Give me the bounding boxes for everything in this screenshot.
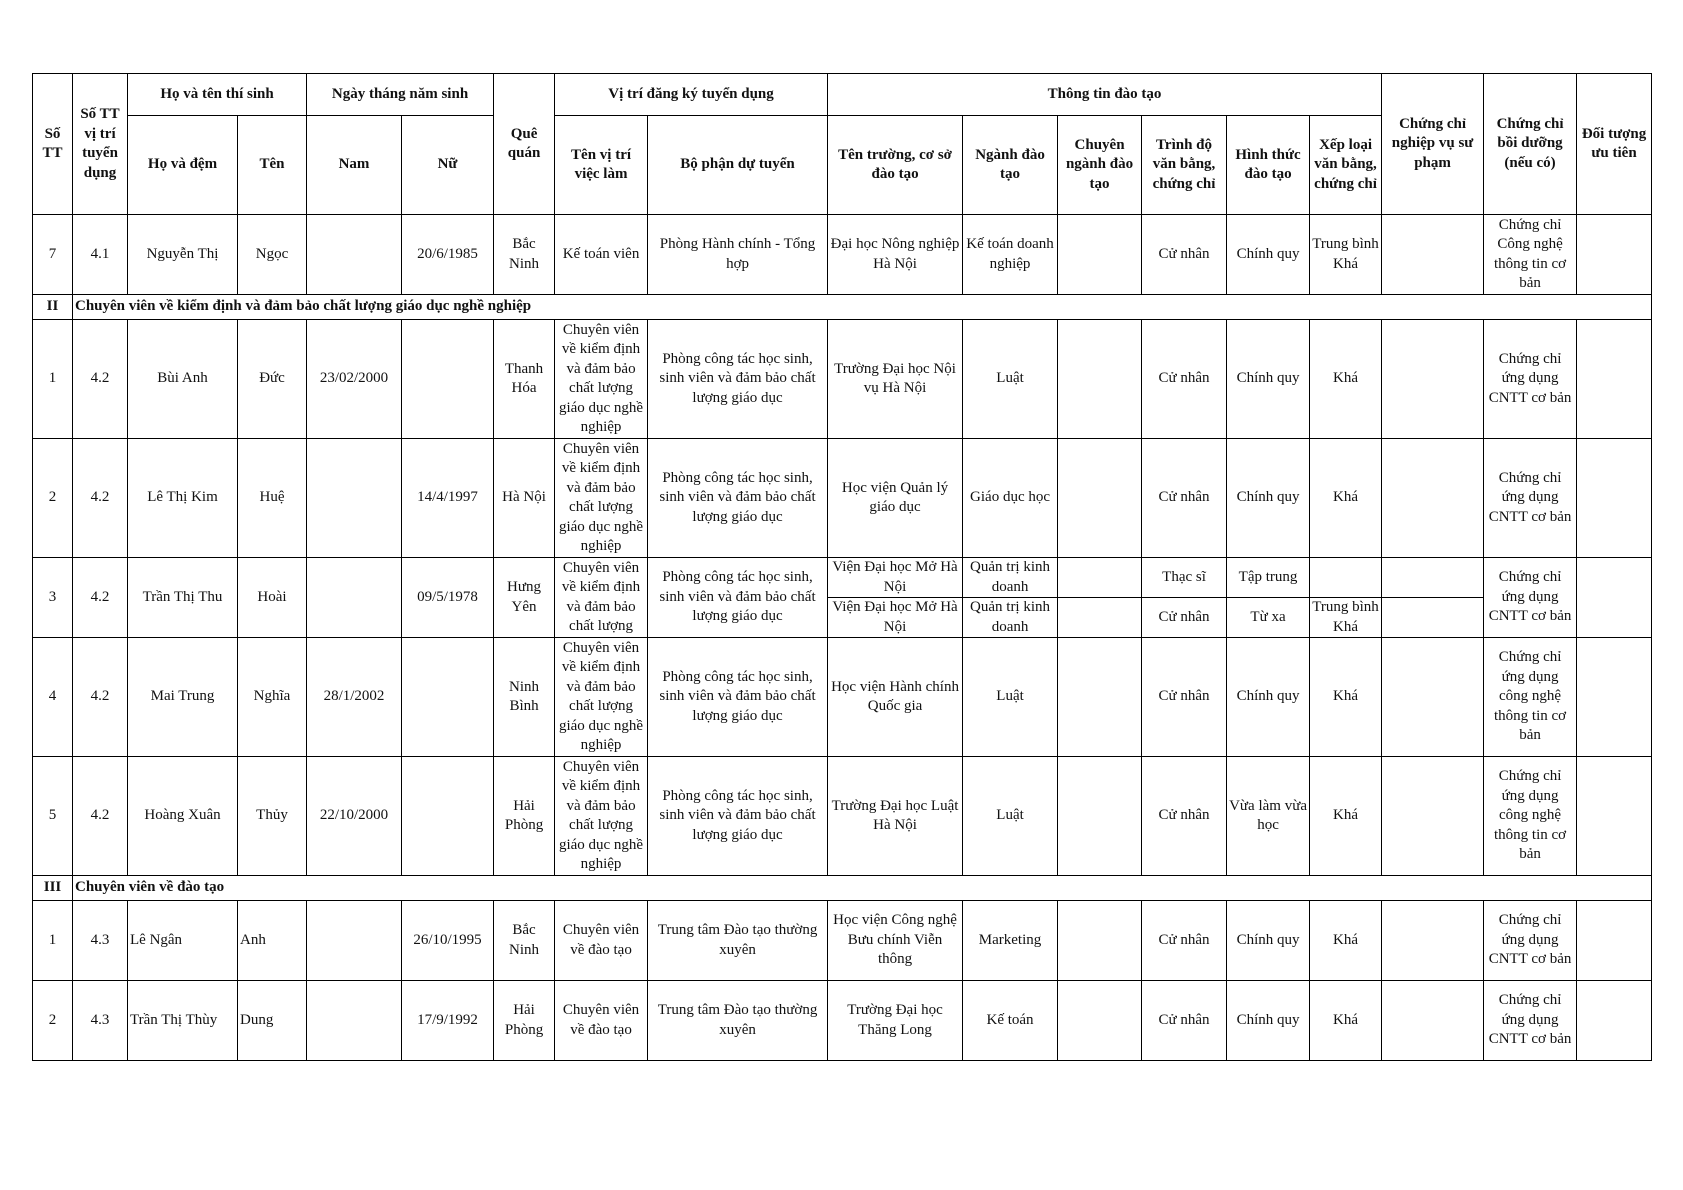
header-doituong: Đối tượng ưu tiên — [1577, 74, 1652, 215]
cell-boiduong: Chứng chỉ Công nghệ thông tin cơ bản — [1484, 215, 1577, 295]
table-row — [33, 981, 1652, 1061]
cell-bophan: Trung tâm Đào tạo thường xuyên — [648, 901, 828, 981]
cell-nganh: Quản trị kinh doanh — [963, 598, 1058, 638]
cell-xeploai: Khá — [1310, 901, 1382, 981]
cell-xeploai: Khá — [1310, 981, 1382, 1061]
cell-bophan: Phòng Hành chính - Tổng hợp — [648, 215, 828, 295]
cell-chuyennganh — [1058, 981, 1142, 1061]
header-xeploai: Xếp loại văn bằng, chứng chỉ — [1310, 116, 1382, 215]
section-title: Chuyên viên về kiểm định và đảm bảo chất lượng giáo dục nghề nghiệp — [73, 295, 1652, 320]
header-hoten: Họ và tên thí sinh — [128, 74, 307, 116]
cell-trinhdo: Cử nhân — [1142, 439, 1227, 558]
cell-xeploai: Khá — [1310, 757, 1382, 876]
cell-tenvitri: Chuyên viên về kiểm định và đảm bảo chất lượng giáo dục nghề nghiệp — [555, 439, 648, 558]
cell-nganh: Luật — [963, 638, 1058, 757]
cell-ten: Hoài — [238, 558, 307, 638]
cell-doituong — [1577, 320, 1652, 439]
cell-que: Hà Nội — [494, 439, 555, 558]
cell-chuyennganh — [1058, 901, 1142, 981]
header-chuyennganh: Chuyên ngành đào tạo — [1058, 116, 1142, 215]
cell-trinhdo: Cử nhân — [1142, 598, 1227, 638]
cell-hinhthuc: Chính quy — [1227, 215, 1310, 295]
cell-nvsp — [1382, 981, 1484, 1061]
cell-boiduong: Chứng chỉ ứng dụng công nghệ thông tin cơ bản — [1484, 638, 1577, 757]
cell-stt: 2 — [33, 981, 73, 1061]
cell-trinhdo: Cử nhân — [1142, 320, 1227, 439]
cell-truong: Trường Đại học Luật Hà Nội — [828, 757, 963, 876]
cell-boiduong: Chứng chỉ ứng dụng CNTT cơ bản — [1484, 981, 1577, 1061]
cell-nam: 22/10/2000 — [307, 757, 402, 876]
cell-hinhthuc: Tập trung — [1227, 558, 1310, 598]
cell-vitri: 4.2 — [73, 757, 128, 876]
section-row — [33, 295, 1652, 320]
cell-nam — [307, 215, 402, 295]
cell-hodem: Bùi Anh — [128, 320, 238, 439]
header-nam: Nam — [307, 116, 402, 215]
header-nu: Nữ — [402, 116, 494, 215]
header-trinhdo: Trình độ văn bằng, chứng chỉ — [1142, 116, 1227, 215]
cell-bophan: Trung tâm Đào tạo thường xuyên — [648, 981, 828, 1061]
cell-hinhthuc: Chính quy — [1227, 320, 1310, 439]
section-title: Chuyên viên về đào tạo — [73, 876, 1652, 901]
cell-nam — [307, 558, 402, 638]
header-ten: Tên — [238, 116, 307, 215]
cell-stt: 5 — [33, 757, 73, 876]
cell-chuyennganh — [1058, 320, 1142, 439]
cell-nvsp — [1382, 757, 1484, 876]
cell-bophan: Phòng công tác học sinh, sinh viên và đảm bảo chất lượng giáo dục — [648, 638, 828, 757]
cell-nvsp — [1382, 598, 1484, 638]
cell-ten: Dung — [238, 981, 307, 1061]
cell-nganh: Marketing — [963, 901, 1058, 981]
cell-hodem: Nguyễn Thị — [128, 215, 238, 295]
cell-vitri: 4.1 — [73, 215, 128, 295]
cell-nganh: Kế toán — [963, 981, 1058, 1061]
cell-vitri: 4.2 — [73, 320, 128, 439]
cell-nvsp — [1382, 320, 1484, 439]
cell-nam: 23/02/2000 — [307, 320, 402, 439]
cell-nvsp — [1382, 638, 1484, 757]
cell-nganh: Quản trị kinh doanh — [963, 558, 1058, 598]
cell-que: Thanh Hóa — [494, 320, 555, 439]
header-chungchi-nvsp: Chứng chỉ nghiệp vụ sư phạm — [1382, 74, 1484, 215]
table-row — [33, 439, 1652, 558]
cell-vitri: 4.2 — [73, 638, 128, 757]
header-chungchi-bd: Chứng chỉ bồi dưỡng (nếu có) — [1484, 74, 1577, 215]
cell-que: Ninh Bình — [494, 638, 555, 757]
cell-hodem: Lê Ngân — [128, 901, 238, 981]
cell-nu: 14/4/1997 — [402, 439, 494, 558]
header-ten-vitri: Tên vị trí việc làm — [555, 116, 648, 215]
cell-tenvitri: Chuyên viên về đào tạo — [555, 901, 648, 981]
cell-stt: 3 — [33, 558, 73, 638]
cell-nu — [402, 638, 494, 757]
cell-hinhthuc: Chính quy — [1227, 901, 1310, 981]
cell-nu: 17/9/1992 — [402, 981, 494, 1061]
cell-ten: Anh — [238, 901, 307, 981]
cell-trinhdo: Cử nhân — [1142, 981, 1227, 1061]
cell-tenvitri: Chuyên viên về kiểm định và đảm bảo chất lượng giáo dục nghề nghiệp — [555, 757, 648, 876]
cell-boiduong: Chứng chỉ ứng dụng CNTT cơ bản — [1484, 558, 1577, 638]
cell-que: Bắc Ninh — [494, 901, 555, 981]
cell-chuyennganh — [1058, 638, 1142, 757]
cell-nvsp — [1382, 901, 1484, 981]
cell-xeploai: Khá — [1310, 320, 1382, 439]
cell-nvsp — [1382, 558, 1484, 598]
header-quequan: Quê quán — [494, 74, 555, 215]
cell-ten: Nghĩa — [238, 638, 307, 757]
cell-que: Bắc Ninh — [494, 215, 555, 295]
section-row — [33, 876, 1652, 901]
cell-vitri: 4.2 — [73, 439, 128, 558]
cell-truong: Học viện Quản lý giáo dục — [828, 439, 963, 558]
cell-bophan: Phòng công tác học sinh, sinh viên và đảm bảo chất lượng giáo dục — [648, 320, 828, 439]
cell-tenvitri: Chuyên viên về kiểm định và đảm bảo chất lượng — [555, 558, 648, 638]
cell-ten: Ngọc — [238, 215, 307, 295]
cell-boiduong: Chứng chỉ ứng dụng CNTT cơ bản — [1484, 901, 1577, 981]
cell-tenvitri: Chuyên viên về đào tạo — [555, 981, 648, 1061]
cell-hinhthuc: Từ xa — [1227, 598, 1310, 638]
cell-nvsp — [1382, 215, 1484, 295]
cell-boiduong: Chứng chỉ ứng dụng CNTT cơ bản — [1484, 439, 1577, 558]
header-stt: Số TT — [33, 74, 73, 215]
cell-nu — [402, 320, 494, 439]
cell-doituong — [1577, 215, 1652, 295]
cell-stt: 1 — [33, 901, 73, 981]
cell-bophan: Phòng công tác học sinh, sinh viên và đảm bảo chất lượng giáo dục — [648, 558, 828, 638]
cell-truong: Trường Đại học Thăng Long — [828, 981, 963, 1061]
header-vitri-group: Vị trí đăng ký tuyển dụng — [555, 74, 828, 116]
cell-boiduong: Chứng chỉ ứng dụng CNTT cơ bản — [1484, 320, 1577, 439]
table-row — [33, 757, 1652, 876]
header-bophan: Bộ phận dự tuyển — [648, 116, 828, 215]
cell-truong: Viện Đại học Mở Hà Nội — [828, 558, 963, 598]
cell-trinhdo: Cử nhân — [1142, 757, 1227, 876]
cell-truong: Trường Đại học Nội vụ Hà Nội — [828, 320, 963, 439]
cell-trinhdo: Cử nhân — [1142, 901, 1227, 981]
cell-chuyennganh — [1058, 757, 1142, 876]
section-number: II — [33, 295, 73, 320]
header-hodem: Họ và đệm — [128, 116, 238, 215]
cell-doituong — [1577, 981, 1652, 1061]
cell-doituong — [1577, 439, 1652, 558]
cell-nam — [307, 439, 402, 558]
cell-doituong — [1577, 901, 1652, 981]
header-truong: Tên trường, cơ sở đào tạo — [828, 116, 963, 215]
cell-nam: 28/1/2002 — [307, 638, 402, 757]
cell-nganh: Giáo dục học — [963, 439, 1058, 558]
cell-trinhdo: Cử nhân — [1142, 215, 1227, 295]
cell-stt: 1 — [33, 320, 73, 439]
cell-nu: 20/6/1985 — [402, 215, 494, 295]
cell-hinhthuc: Chính quy — [1227, 638, 1310, 757]
cell-trinhdo: Thạc sĩ — [1142, 558, 1227, 598]
cell-xeploai: Khá — [1310, 638, 1382, 757]
table-row — [33, 558, 1652, 598]
table-row — [33, 901, 1652, 981]
section-number: III — [33, 876, 73, 901]
cell-hinhthuc: Vừa làm vừa học — [1227, 757, 1310, 876]
cell-nu — [402, 757, 494, 876]
cell-ten: Đức — [238, 320, 307, 439]
cell-hinhthuc: Chính quy — [1227, 981, 1310, 1061]
cell-truong: Học viện Công nghệ Bưu chính Viễn thông — [828, 901, 963, 981]
cell-nam — [307, 981, 402, 1061]
header-stt-vitri: Số TT vị trí tuyển dụng — [73, 74, 128, 215]
cell-xeploai: Trung bình Khá — [1310, 598, 1382, 638]
cell-que: Hưng Yên — [494, 558, 555, 638]
cell-nganh: Kế toán doanh nghiệp — [963, 215, 1058, 295]
cell-truong: Đại học Nông nghiệp Hà Nội — [828, 215, 963, 295]
cell-hodem: Hoàng Xuân — [128, 757, 238, 876]
cell-chuyennganh — [1058, 598, 1142, 638]
cell-chuyennganh — [1058, 439, 1142, 558]
cell-xeploai: Trung bình Khá — [1310, 215, 1382, 295]
table-row — [33, 215, 1652, 295]
cell-nam — [307, 901, 402, 981]
cell-trinhdo: Cử nhân — [1142, 638, 1227, 757]
cell-nganh: Luật — [963, 757, 1058, 876]
cell-truong: Học viện Hành chính Quốc gia — [828, 638, 963, 757]
header-nganh: Ngành đào tạo — [963, 116, 1058, 215]
cell-vitri: 4.2 — [73, 558, 128, 638]
table-row — [33, 638, 1652, 757]
cell-hodem: Trần Thị Thùy — [128, 981, 238, 1061]
candidate-table — [32, 73, 1652, 1061]
cell-hinhthuc: Chính quy — [1227, 439, 1310, 558]
cell-vitri: 4.3 — [73, 901, 128, 981]
cell-xeploai — [1310, 558, 1382, 598]
cell-tenvitri: Chuyên viên về kiểm định và đảm bảo chất lượng giáo dục nghề nghiệp — [555, 638, 648, 757]
cell-bophan: Phòng công tác học sinh, sinh viên và đảm bảo chất lượng giáo dục — [648, 439, 828, 558]
cell-ten: Thủy — [238, 757, 307, 876]
cell-doituong — [1577, 638, 1652, 757]
cell-que: Hải Phòng — [494, 981, 555, 1061]
cell-nu: 09/5/1978 — [402, 558, 494, 638]
cell-stt: 7 — [33, 215, 73, 295]
cell-hodem: Lê Thị Kim — [128, 439, 238, 558]
cell-tenvitri: Chuyên viên về kiểm định và đảm bảo chất lượng giáo dục nghề nghiệp — [555, 320, 648, 439]
cell-doituong — [1577, 558, 1652, 638]
cell-chuyennganh — [1058, 215, 1142, 295]
cell-stt: 4 — [33, 638, 73, 757]
cell-nvsp — [1382, 439, 1484, 558]
cell-truong: Viện Đại học Mở Hà Nội — [828, 598, 963, 638]
cell-hodem: Mai Trung — [128, 638, 238, 757]
cell-xeploai: Khá — [1310, 439, 1382, 558]
cell-doituong — [1577, 757, 1652, 876]
cell-tenvitri: Kế toán viên — [555, 215, 648, 295]
header-hinhthuc: Hình thức đào tạo — [1227, 116, 1310, 215]
table-row — [33, 320, 1652, 439]
header-daotao-group: Thông tin đào tạo — [828, 74, 1382, 116]
cell-boiduong: Chứng chỉ ứng dụng công nghệ thông tin cơ bản — [1484, 757, 1577, 876]
cell-nu: 26/10/1995 — [402, 901, 494, 981]
cell-hodem: Trần Thị Thu — [128, 558, 238, 638]
header-ngaysinh: Ngày tháng năm sinh — [307, 74, 494, 116]
cell-bophan: Phòng công tác học sinh, sinh viên và đảm bảo chất lượng giáo dục — [648, 757, 828, 876]
cell-stt: 2 — [33, 439, 73, 558]
cell-vitri: 4.3 — [73, 981, 128, 1061]
cell-chuyennganh — [1058, 558, 1142, 598]
cell-ten: Huệ — [238, 439, 307, 558]
cell-que: Hải Phòng — [494, 757, 555, 876]
cell-nganh: Luật — [963, 320, 1058, 439]
